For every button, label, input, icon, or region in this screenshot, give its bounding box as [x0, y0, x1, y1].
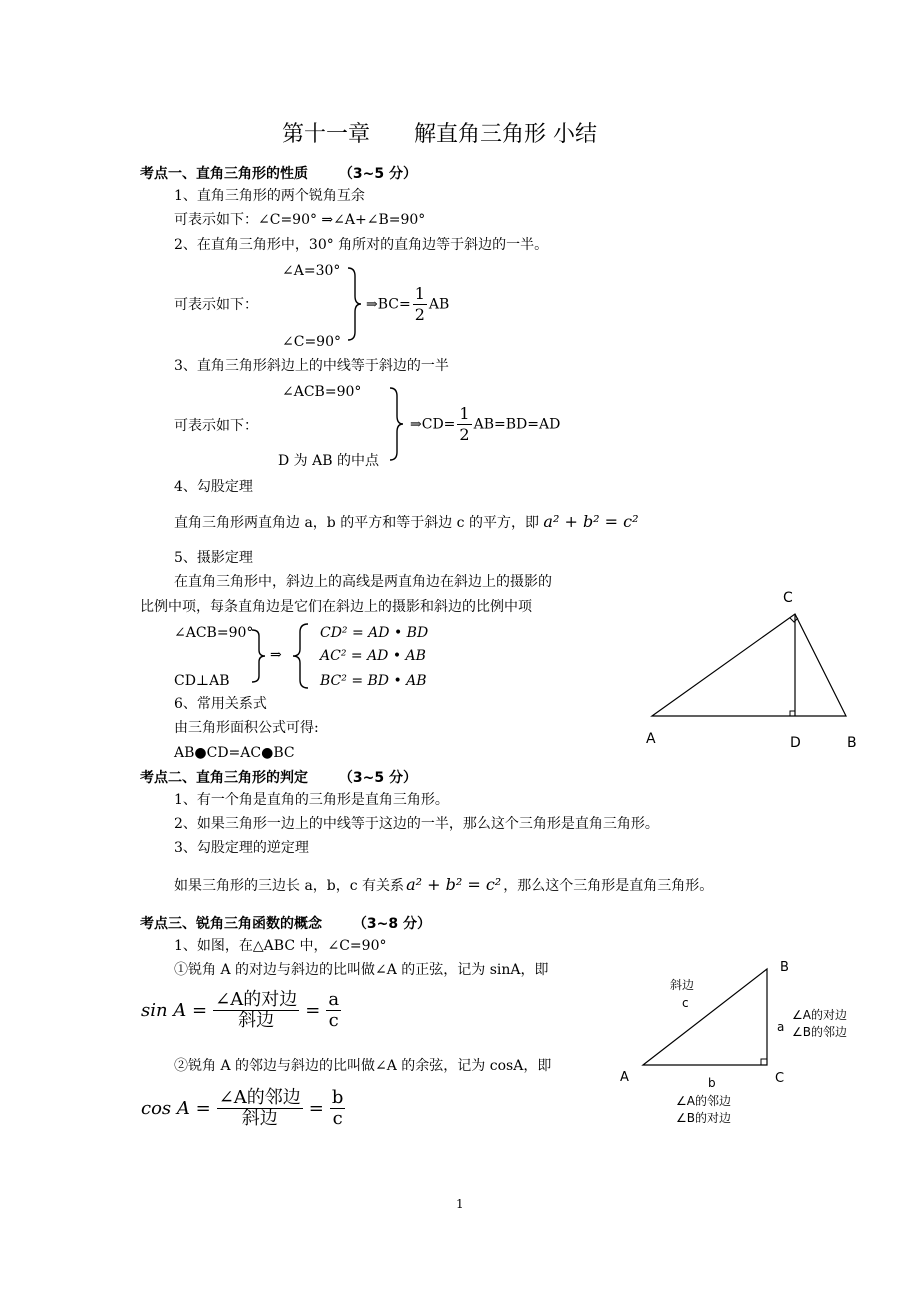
cos-equals: = — [308, 1098, 324, 1119]
p5-condition-perpendicular: CD⊥AB — [174, 673, 230, 689]
cosine-formula — [141, 1088, 347, 1129]
sin-den: 斜边 — [238, 1010, 275, 1031]
section-heading-3 — [140, 913, 431, 933]
sin-lhs: sin A = — [141, 1000, 208, 1021]
p3-result-suffix: AB=BD=AD — [473, 416, 561, 433]
left-brace-icon — [290, 622, 312, 690]
right-angle-mark-c — [761, 1059, 767, 1065]
p3-condition-midpoint: D 为 AB 的中点 — [278, 453, 379, 469]
side-a-label-1: ∠A的对边 — [792, 1008, 847, 1022]
converse-equation: a² + b² = c² — [406, 875, 502, 894]
side-b-label-1: ∠A的邻边 — [676, 1094, 731, 1108]
p3-frac-den: 2 — [459, 425, 470, 444]
p2-condition-angle-a: ∠A=30° — [282, 263, 341, 279]
triangle-abc-shape — [643, 969, 767, 1065]
s3-p3: ②锐角 A 的邻边与斜边的比叫做∠A 的余弦，记为 cosA，即 — [174, 1058, 552, 1074]
p5-condition-angle: ∠ACB=90° — [174, 625, 254, 641]
s1-p6-equation: AB●CD=AC●BC — [174, 745, 295, 761]
cos-num2: b — [331, 1087, 344, 1108]
p3-result — [410, 404, 560, 445]
s1-p5-text-1: 在直角三角形中，斜边上的高线是两直角边在斜边上的摄影的 — [174, 574, 552, 590]
cos-lhs: cos A = — [141, 1098, 211, 1119]
projection-eq-cd: CD² = AD • BD — [320, 625, 429, 641]
figure-trig-triangle — [610, 955, 870, 1135]
s1-p1-expression: 可表示如下：∠C=90° ⇒∠A+∠B=90° — [174, 212, 426, 228]
p3-label: 可表示如下： — [174, 418, 258, 434]
right-angle-mark-d — [790, 711, 795, 716]
s1-p5: 5、摄影定理 — [174, 550, 253, 566]
projection-eq-ac: AC² = AD • AB — [320, 648, 426, 664]
section-score: （3~5 分） — [338, 166, 417, 182]
right-brace-icon — [386, 386, 406, 462]
page-number: 1 — [456, 1197, 464, 1211]
triangle-abc-shape — [652, 614, 846, 716]
p3-condition-angle: ∠ACB=90° — [282, 384, 362, 400]
s1-p2: 2、在直角三角形中，30° 角所对的直角边等于斜边的一半。 — [174, 237, 549, 253]
p2-result — [366, 284, 449, 325]
section-heading-2 — [140, 767, 417, 787]
projection-eq-bc: BC² = BD • AB — [320, 673, 427, 689]
vertex-label-c: C — [775, 1071, 785, 1086]
converse-text-post: ，那么这个三角形是直角三角形。 — [503, 878, 714, 894]
section-heading-text: 考点一、直角三角形的性质 — [140, 166, 308, 182]
right-brace-icon — [344, 266, 364, 342]
right-brace-icon — [248, 628, 268, 684]
s1-p4-text — [174, 513, 639, 532]
right-angle-mark-c — [790, 618, 798, 622]
section-heading-text: 考点三、锐角三角函数的概念 — [140, 916, 322, 932]
side-a-label-2: ∠B的邻边 — [792, 1025, 847, 1039]
s2-p3-text — [174, 876, 713, 895]
p4-text: 直角三角形两直角边 a，b 的平方和等于斜边 c 的平方，即 — [174, 515, 539, 531]
vertex-label-a: A — [646, 731, 656, 747]
sin-num: ∠A的对边 — [215, 989, 298, 1010]
s3-p2: ①锐角 A 的对边与斜边的比叫做∠A 的正弦，记为 sinA，即 — [174, 962, 549, 978]
side-b-label-2: ∠B的对边 — [676, 1111, 731, 1125]
sin-den2: c — [328, 1010, 339, 1031]
s1-p1: 1、直角三角形的两个锐角互余 — [174, 188, 365, 204]
s2-p2: 2、如果三角形一边上的中线等于这边的一半，那么这个三角形是直角三角形。 — [174, 816, 659, 832]
cos-den: 斜边 — [241, 1108, 278, 1129]
s1-p6-text: 由三角形面积公式可得: — [174, 720, 319, 736]
hypotenuse-letter: c — [682, 996, 689, 1010]
p2-frac-num: 1 — [414, 284, 425, 303]
s3-p1: 1、如图，在△ABC 中，∠C=90° — [174, 938, 387, 954]
p3-frac-num: 1 — [459, 404, 470, 423]
side-a-letter: a — [777, 1020, 785, 1034]
implies-arrow: ⇒ — [270, 647, 282, 663]
p2-label: 可表示如下： — [174, 297, 258, 313]
vertex-label-b: B — [780, 960, 789, 975]
s1-p5-text-2: 比例中项，每条直角边是它们在斜边上的摄影和斜边的比例中项 — [140, 599, 532, 615]
s1-p6: 6、常用关系式 — [174, 696, 267, 712]
figure-altitude-triangle — [640, 585, 870, 755]
sin-equals: = — [305, 1000, 321, 1021]
section-heading-text: 考点二、直角三角形的判定 — [140, 770, 308, 786]
p2-result-suffix: AB — [428, 296, 450, 313]
p2-condition-angle-c: ∠C=90° — [282, 334, 341, 350]
vertex-label-a: A — [620, 1070, 629, 1085]
sin-num2: a — [328, 989, 340, 1010]
section-score: （3~8 分） — [352, 916, 431, 932]
hypotenuse-label: 斜边 — [670, 978, 695, 992]
section-heading-1 — [140, 163, 417, 183]
section-score: （3~5 分） — [338, 770, 417, 786]
vertex-label-b: B — [847, 735, 857, 751]
cos-num: ∠A的邻边 — [218, 1087, 301, 1108]
page-title: 第十一章 解直角三角形 小结 — [282, 122, 597, 147]
sine-formula — [141, 990, 343, 1031]
p2-result-prefix: ⇒BC= — [366, 296, 411, 313]
cos-den2: c — [332, 1108, 343, 1129]
vertex-label-c: C — [783, 590, 793, 606]
p3-result-prefix: ⇒CD= — [410, 416, 456, 433]
pythagoras-equation: a² + b² = c² — [543, 512, 639, 531]
s2-p3: 3、勾股定理的逆定理 — [174, 840, 309, 856]
p2-frac-den: 2 — [414, 305, 425, 324]
converse-text-pre: 如果三角形的三边长 a，b，c 有关系 — [174, 878, 405, 894]
vertex-label-d: D — [790, 735, 801, 751]
side-b-letter: b — [708, 1076, 716, 1090]
s2-p1: 1、有一个角是直角的三角形是直角三角形。 — [174, 792, 449, 808]
s1-p3: 3、直角三角形斜边上的中线等于斜边的一半 — [174, 358, 449, 374]
s1-p4: 4、勾股定理 — [174, 479, 253, 495]
